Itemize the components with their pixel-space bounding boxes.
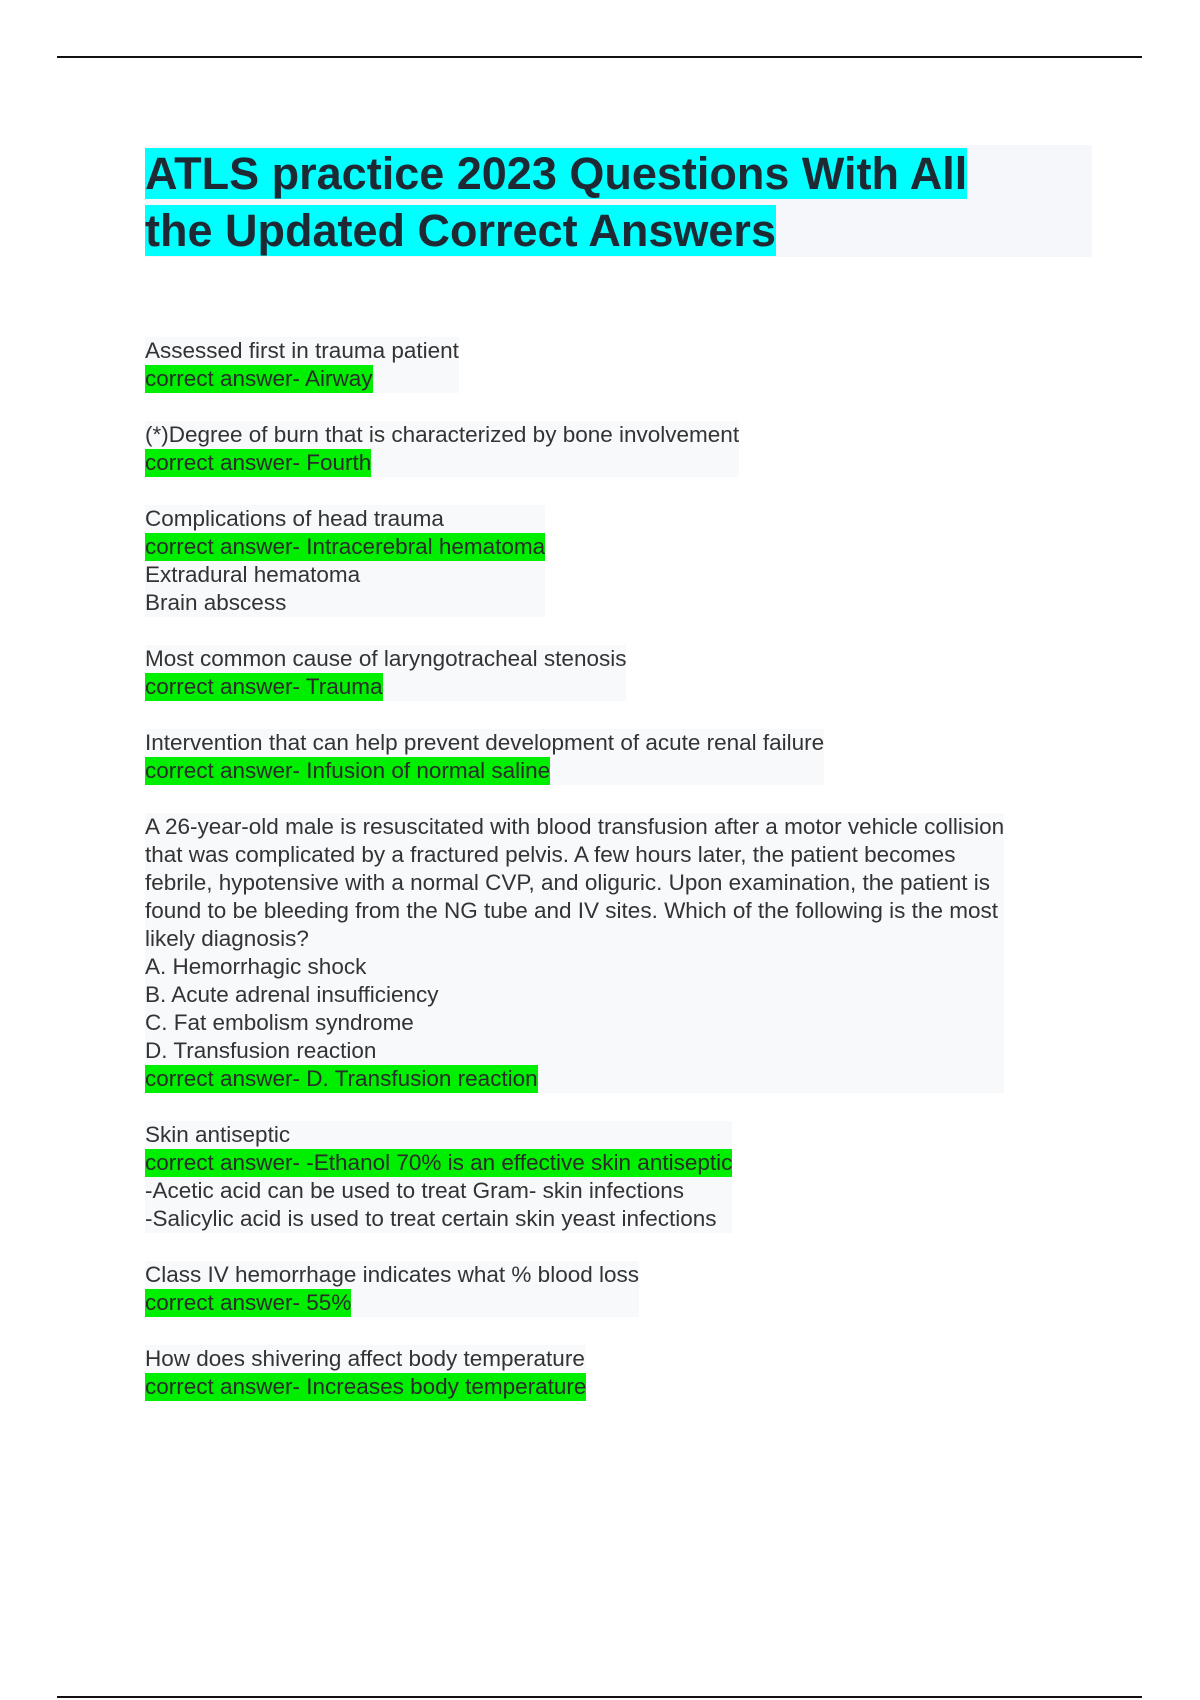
question-text: A 26-year-old male is resuscitated with blood transfusion after a motor vehicle collision (145, 814, 1005, 839)
qa-item (145, 421, 739, 477)
qa-item (145, 1261, 639, 1317)
option-b: B. Acute adrenal insufficiency (145, 982, 439, 1007)
question-text: that was complicated by a fractured pelvis. A few hours later, the patient becomes (145, 842, 956, 867)
correct-answer-highlight: correct answer- Airway (145, 366, 373, 391)
question-text: Most common cause of laryngotracheal stenosis (145, 646, 627, 671)
qa-item (145, 1345, 586, 1401)
correct-answer-highlight: correct answer- -Ethanol 70% is an effective skin antiseptic (145, 1150, 733, 1175)
qa-item (145, 505, 545, 617)
title-line-2: the Updated Correct Answers (145, 205, 776, 256)
top-rule (57, 56, 1142, 58)
question-text: How does shivering affect body temperature (145, 1346, 585, 1371)
correct-answer-highlight: correct answer- 55% (145, 1290, 352, 1315)
correct-answer-highlight: correct answer- Infusion of normal saline (145, 758, 551, 783)
title-block (145, 145, 1092, 257)
answer-extra-line: Brain abscess (145, 590, 287, 615)
question-text: likely diagnosis? (145, 926, 309, 951)
correct-answer-highlight: correct answer- Intracerebral hematoma (145, 534, 546, 559)
qa-item (145, 729, 824, 785)
correct-answer-highlight: correct answer- Trauma (145, 674, 383, 699)
answer-extra-line: -Acetic acid can be used to treat Gram- skin infections (145, 1178, 684, 1203)
question-text: Skin antiseptic (145, 1122, 291, 1147)
correct-answer-highlight: correct answer- Fourth (145, 450, 372, 475)
question-text: Assessed first in trauma patient (145, 338, 459, 363)
correct-answer-highlight: correct answer- Increases body temperature (145, 1374, 587, 1399)
title-line-1: ATLS practice 2023 Questions With All (145, 148, 968, 199)
answer-extra-line: -Salicylic acid is used to treat certain skin yeast infections (145, 1206, 717, 1231)
bottom-rule (57, 1696, 1142, 1698)
question-text: febrile, hypotensive with a normal CVP, and oliguric. Upon examination, the patient is (145, 870, 991, 895)
question-text: Class IV hemorrhage indicates what % blood loss (145, 1262, 640, 1287)
question-text: Intervention that can help prevent development of acute renal failure (145, 730, 825, 755)
question-text: Complications of head trauma (145, 506, 444, 531)
option-c: C. Fat embolism syndrome (145, 1010, 414, 1035)
qa-item (145, 1121, 732, 1233)
correct-answer-highlight: correct answer- D. Transfusion reaction (145, 1066, 538, 1091)
question-text: (*)Degree of burn that is characterized by bone involvement (145, 422, 740, 447)
qa-item (145, 337, 459, 393)
option-d: D. Transfusion reaction (145, 1038, 377, 1063)
answer-extra-line: Extradural hematoma (145, 562, 361, 587)
question-text: found to be bleeding from the NG tube and IV sites. Which of the following is the most (145, 898, 998, 923)
qa-item (145, 813, 1004, 1093)
qa-item (145, 645, 626, 701)
option-a: A. Hemorrhagic shock (145, 954, 367, 979)
document-title (145, 145, 1092, 259)
qa-list (145, 337, 1095, 1429)
